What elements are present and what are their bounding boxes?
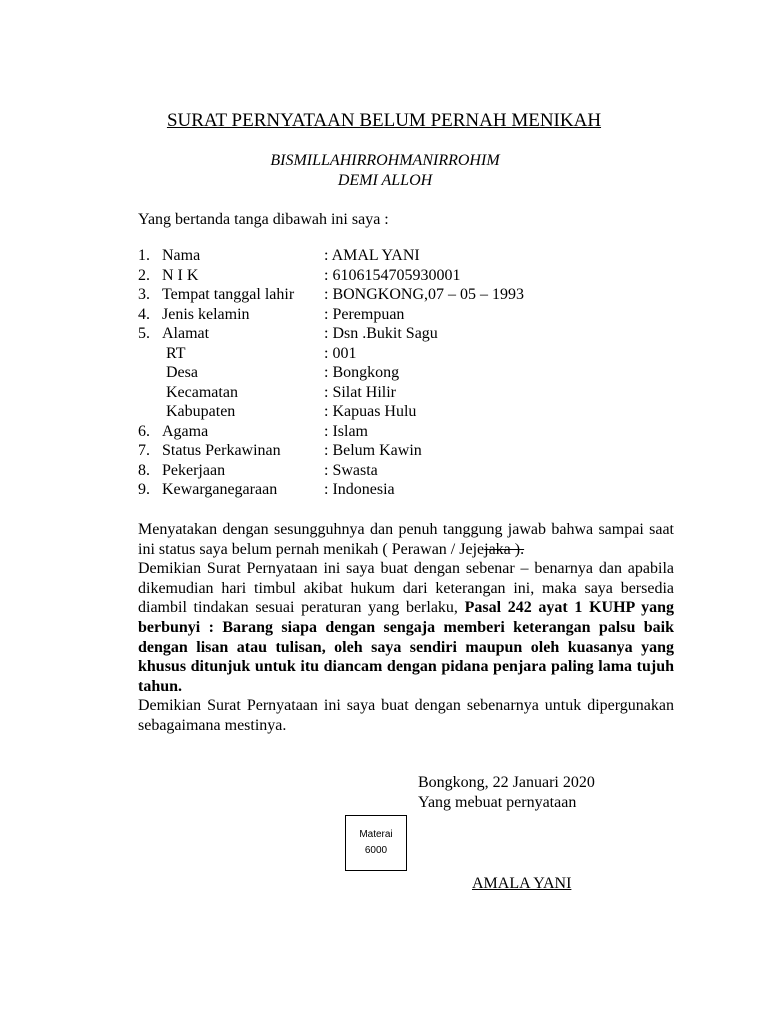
field-label: RT — [166, 344, 186, 362]
intro-line: Yang bertanda tanga dibawah ini saya : — [138, 211, 389, 228]
opening-line-2: DEMI ALLOH — [337, 172, 433, 189]
statement-text: Demikian Surat Pernyataan ini saya buat dengan sebenar – benarnya dan apabila dikemudian hari timbul akibat hukum dari keterangan ini, maka saya bersedia diambil tindakan sesuai peraturan yang berlaku, — [138, 560, 674, 617]
field-number: 4. — [138, 305, 150, 323]
field-number: 7. — [138, 442, 150, 459]
signer-role: Yang mebuat pernyataan — [418, 794, 577, 811]
field-value: : Indonesia — [324, 481, 395, 498]
field-label: Kecamatan — [166, 383, 238, 401]
field-number: 2. — [138, 266, 150, 284]
stamp-label: Materai — [359, 829, 393, 840]
field-number: 8. — [138, 461, 150, 479]
field-label: Tempat tanggal lahir — [162, 286, 295, 303]
statement-body — [138, 520, 674, 736]
signer-name: AMALA YANI — [472, 875, 572, 892]
field-label: Desa — [166, 364, 198, 381]
opening-line-1: BISMILLAHIRROHMANIRROHIM — [270, 152, 500, 169]
field-number: 6. — [138, 422, 150, 440]
statement-paragraph-3: Demikian Surat Pernyataan ini saya buat dengan sebenarnya untuk dipergunakan sebagaimana mestinya. — [138, 697, 674, 734]
field-value: : Bongkong — [324, 364, 400, 381]
struck-text: jaka ). — [484, 540, 525, 558]
field-value: : Kapuas Hulu — [324, 403, 417, 420]
field-value: : Islam — [324, 422, 368, 440]
field-value: : 6106154705930001 — [324, 266, 461, 284]
field-label: N I K — [162, 266, 199, 284]
place-date: Bongkong, 22 Januari 2020 — [418, 774, 595, 791]
field-number: 3. — [138, 286, 150, 303]
field-label: Jenis kelamin — [162, 305, 250, 323]
statement-text: Menyatakan dengan sesungguhnya dan penuh tanggung jawab bahwa sampai saat ini status saya belum pernah menikah ( Perawan / Jeje — [138, 521, 674, 558]
stamp-value: 6000 — [364, 845, 388, 856]
field-value: : 001 — [324, 344, 357, 362]
field-number: 5. — [138, 325, 150, 342]
field-value: : BONGKONG,07 – 05 – 1993 — [324, 286, 524, 303]
field-number: 9. — [138, 481, 150, 498]
field-label: Kabupaten — [166, 403, 236, 420]
statement-paragraph-1 — [138, 520, 674, 559]
field-value: : Swasta — [324, 461, 378, 479]
field-label: Pekerjaan — [162, 461, 226, 479]
field-value: : Dsn .Bukit Sagu — [324, 325, 438, 342]
legal-article-text: Pasal 242 ayat 1 KUHP yang berbunyi : Barang siapa dengan sengaja memberi keterangan palsu baik dengan lisan atau tulisan, oleh saya sendiri maupun oleh kuasanya yang khusus ditunjuk untuk itu diancam dengan pidana penjara paling lama tujuh tahun. — [138, 599, 675, 695]
field-value: : Perempuan — [324, 305, 405, 323]
field-value: : Silat Hilir — [324, 383, 396, 401]
field-label: Status Perkawinan — [162, 442, 281, 459]
field-label: Nama — [162, 247, 201, 264]
field-label: Alamat — [162, 325, 210, 342]
field-number: 1. — [138, 247, 150, 264]
field-label: Agama — [162, 422, 209, 440]
field-value: : Belum Kawin — [324, 442, 422, 459]
field-value: : AMAL YANI — [324, 247, 420, 264]
stamp-box — [345, 815, 407, 871]
field-label: Kewarganegaraan — [162, 481, 278, 498]
statement-paragraph-2 — [138, 559, 674, 696]
document-title: SURAT PERNYATAAN BELUM PERNAH MENIKAH — [166, 110, 602, 131]
